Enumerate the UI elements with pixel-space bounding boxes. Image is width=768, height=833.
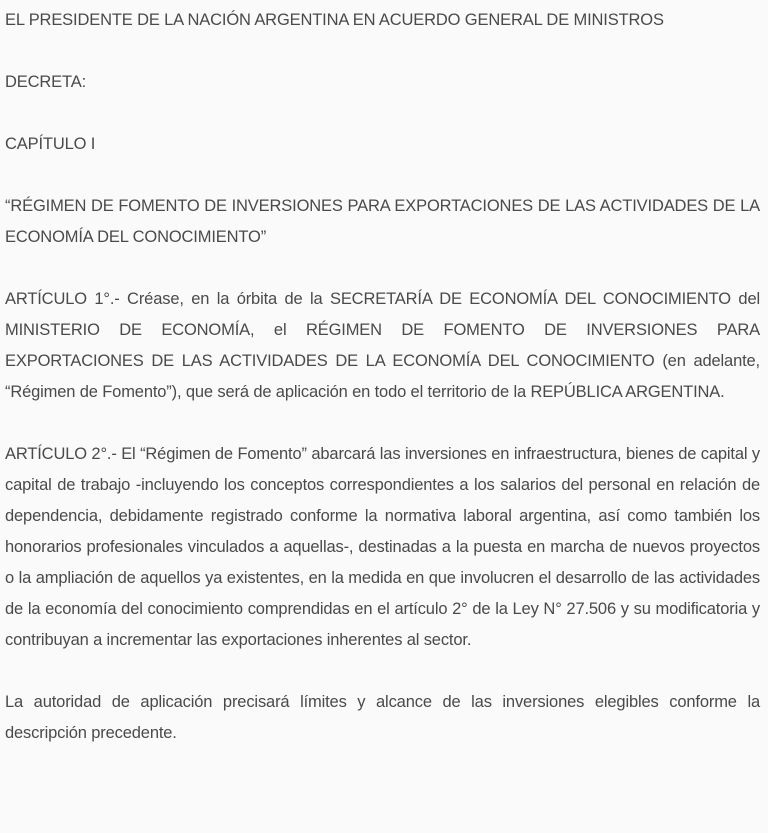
decreta-label: DECRETA: xyxy=(5,73,87,91)
decree-header: EL PRESIDENTE DE LA NACIÓN ARGENTINA EN ACUERDO GENERAL DE MINISTROS xyxy=(5,11,664,29)
regime-title: “RÉGIMEN DE FOMENTO DE INVERSIONES PARA EXPORTACIONES DE LAS ACTIVIDADES DE LA ECONOMÍA DEL CONOCIMIENTO” xyxy=(5,197,760,246)
authority-paragraph: La autoridad de aplicación precisará límites y alcance de las inversiones elegibles conforme la descripción precedente. xyxy=(5,693,760,742)
article-1: ARTÍCULO 1°.- Créase, en la órbita de la SECRETARÍA DE ECONOMÍA DEL CONOCIMIENTO del MINISTERIO DE ECONOMÍA, el RÉGIMEN DE FOMENTO DE INVERSIONES PARA EXPORTACIONES DE LAS ACTIVIDADES DE LA ECONOMÍA DEL CONOCIMIENTO (en adelante, “Régimen de Fomento”), que será de aplicación en todo el territorio de la REPÚBLICA ARGENTINA. xyxy=(5,290,760,401)
chapter-heading: CAPÍTULO I xyxy=(5,135,96,153)
article-2: ARTÍCULO 2°.- El “Régimen de Fomento” abarcará las inversiones en infraestructura, bienes de capital y capital de trabajo -incluyendo los conceptos correspondientes a los salarios del personal en relación de dependencia, debidamente registrado conforme la normativa laboral argentina, así como también los honorarios profesionales vinculados a aquellas-, destinadas a la puesta en marcha de nuevos proyectos o la ampliación de aquellos ya existentes, en la medida en que involucren el desarrollo de las actividades de la economía del conocimiento comprendidas en el artículo 2° de la Ley N° 27.506 y su modificatoria y contribuyan a incrementar las exportaciones inherentes al sector. xyxy=(5,445,760,649)
